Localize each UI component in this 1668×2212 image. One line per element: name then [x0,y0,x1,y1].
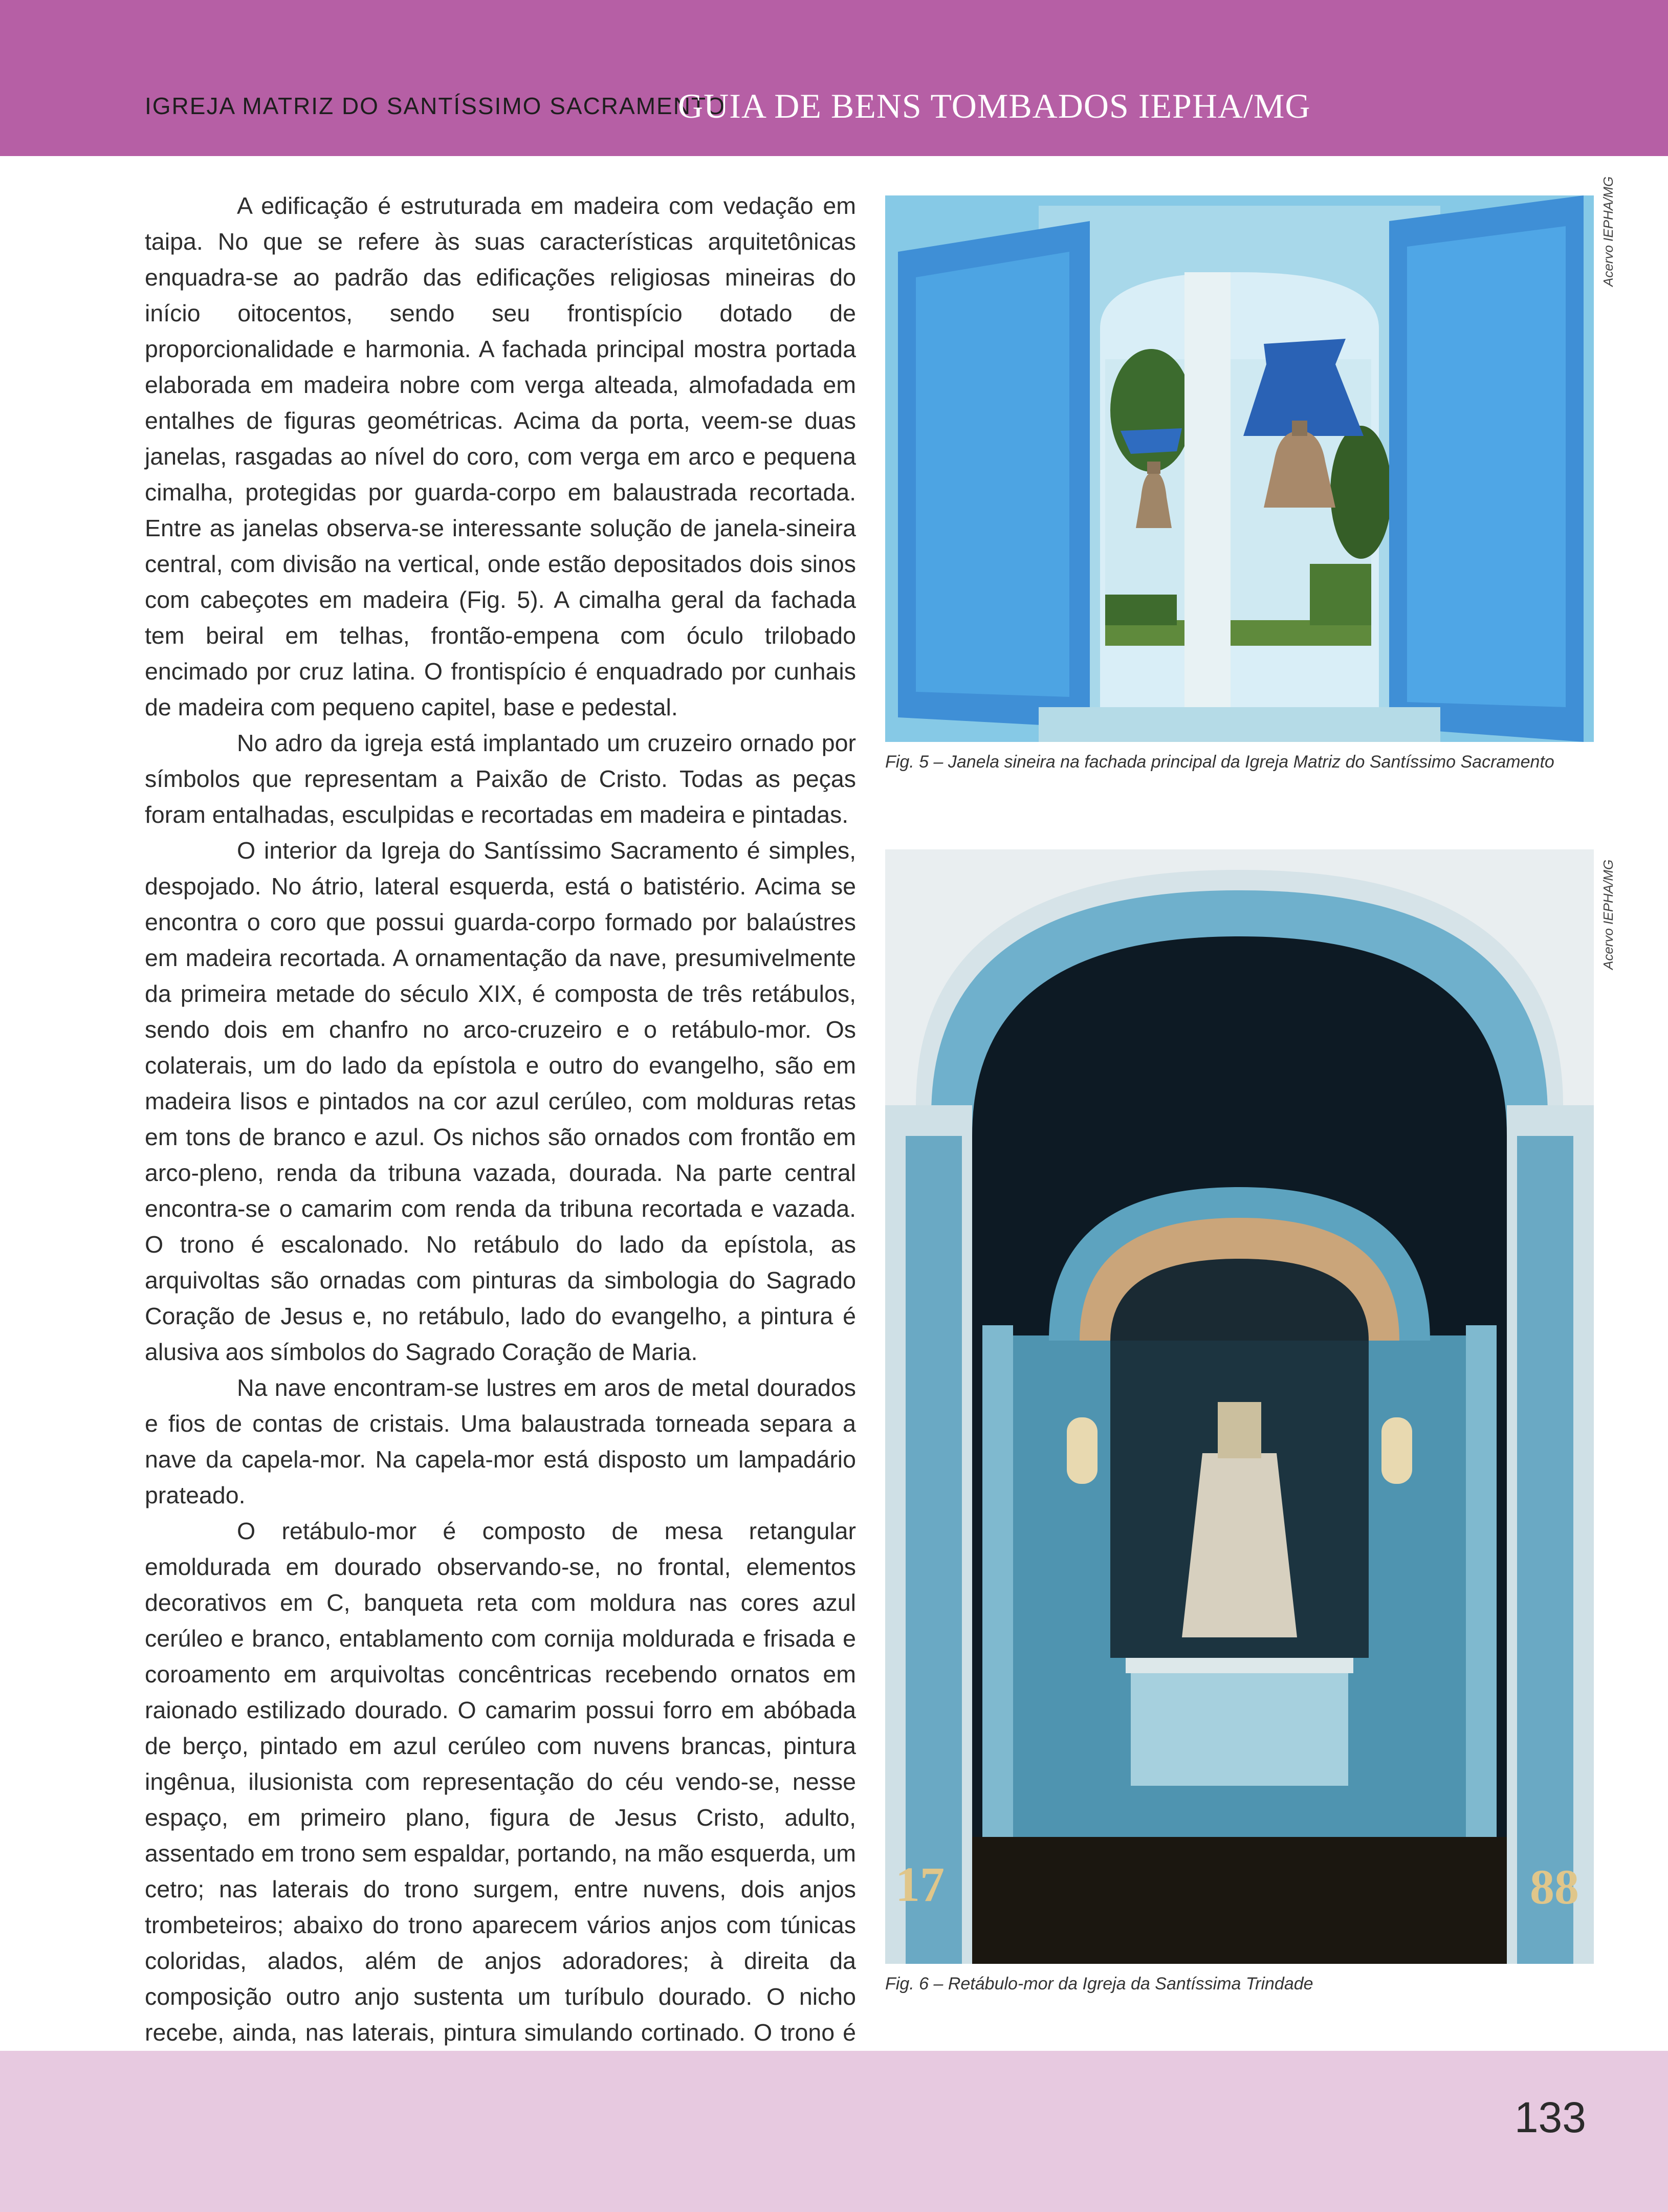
figure-6-altarpiece-photo [885,849,1594,1964]
footer-band [0,2051,1668,2212]
page-number: 133 [1514,2093,1586,2141]
header-band [0,0,1668,156]
paragraph: A edificação é estruturada em madeira com vedação em taipa. No que se refere às suas características arquitetônicas enquadra-se ao padrão das edificações religiosas mineiras do início oitocentos, sendo seu frontispício dotado de proporcionalidade e harmonia. A fachada principal mostra portada elaborada em madeira nobre com verga alteada, almofadada em entalhes de figuras geométricas. Acima da porta, veem-se duas janelas, rasgadas ao nível do coro, com verga em arco e pequena cimalha, protegidas por guarda-corpo em balaustrada recortada. Entre as janelas observa-se interessante solução de janela-sineira central, com divisão na vertical, onde estão depositados dois sinos com cabeçotes em madeira (Fig. 5). A cimalha geral da fachada tem beiral em telhas, frontão-empena com óculo trilobado encimado por cruz latina. O frontispício é enquadrado por cunhais de madeira com pequeno capitel, base e pedestal. [145,192,856,720]
figure-6-caption: Fig. 6 – Retábulo-mor da Igreja da Santíssima Trindade [885,1974,1313,1994]
header-guide-title: GUIA DE BENS TOMBADOS IEPHA/MG [678,86,1311,125]
paragraph: No adro da igreja está implantado um cruzeiro ornado por símbolos que representam a Paixão de Cristo. Todas as peças foram entalhadas, esculpidas e recortadas em madeira e pintadas. [145,730,856,828]
figure-5-bell-window-photo [885,195,1594,742]
figure-5-credit: Acervo IEPHA/MG [1600,176,1616,287]
paragraph: O interior da Igreja do Santíssimo Sacramento é simples, despojado. No átrio, lateral esquerda, está o batistério. Acima se encontra o coro que possui guarda-corpo formado por balaústres em madeira recortada. A ornamentação da nave, presumivelmente da primeira metade do século XIX, é composta de três retábulos, sendo dois em chanfro no arco-cruzeiro e o retábulo-mor. Os colaterais, um do lado da epístola e outro do evangelho, são em madeira lisos e pintados na cor azul cerúleo, com molduras retas em tons de branco e azul. Os nichos são ornados com frontão em arco-pleno, renda da tribuna vazada, dourada. Na parte central encontra-se o camarim com renda da tribuna recortada e vazada. O trono é escalonado. No retábulo do lado da epístola, as arquivoltas são ornadas com pinturas da simbologia do Sagrado Coração de Jesus e, no retábulo, lado do evangelho, a pintura é alusiva aos símbolos do Sagrado Coração de Maria. [145,837,856,1365]
paragraph: Na nave encontram-se lustres em aros de metal dourados e fios de contas de cristais. Uma balaustrada torneada separa a nave da capela-mor. Na capela-mor está disposto um lampadário prateado. [145,1374,856,1508]
bell-window-illustration [885,195,1594,742]
header-section-title: IGREJA MATRIZ DO SANTÍSSIMO SACRAMENTO [145,93,726,119]
figure-6-credit: Acervo IEPHA/MG [1600,859,1616,970]
article-body [145,188,856,2122]
altarpiece-illustration [885,849,1594,1964]
year-numeral-right: 88 [1530,1859,1579,1914]
year-numeral-left: 17 [895,1857,945,1912]
paragraph: O retábulo-mor é composto de mesa retangular emoldurada em dourado observando-se, no frontal, elementos decorativos em C, banqueta reta com moldura nas cores azul cerúleo e branco, entablamento com cornija moldurada e frisada e coroamento em arquivoltas concêntricas recebendo ornatos em raionado estilizado dourado. O camarim possui forro em abóbada de berço, pintado em azul cerúleo com nuvens brancas, pintura ingênua, ilusionista com representação do céu vendo-se, nesse espaço, em primeiro plano, figura de Jesus Cristo, adulto, assentado em trono sem espaldar, portando, na mão esquerda, um cetro; nas laterais do trono surgem, entre nuvens, dois anjos trombeteiros; abaixo do trono aparecem vários anjos com túnicas coloridas, alados, além de anjos adoradores; à direita da composição outro anjo sustenta um turíbulo dourado. O nicho recebe, ainda, nas laterais, pintura simulando cortinado. O trono é [145,1518,856,2046]
figure-5-caption: Fig. 5 – Janela sineira na fachada principal da Igreja Matriz do Santíssimo Sacramento [885,752,1554,772]
